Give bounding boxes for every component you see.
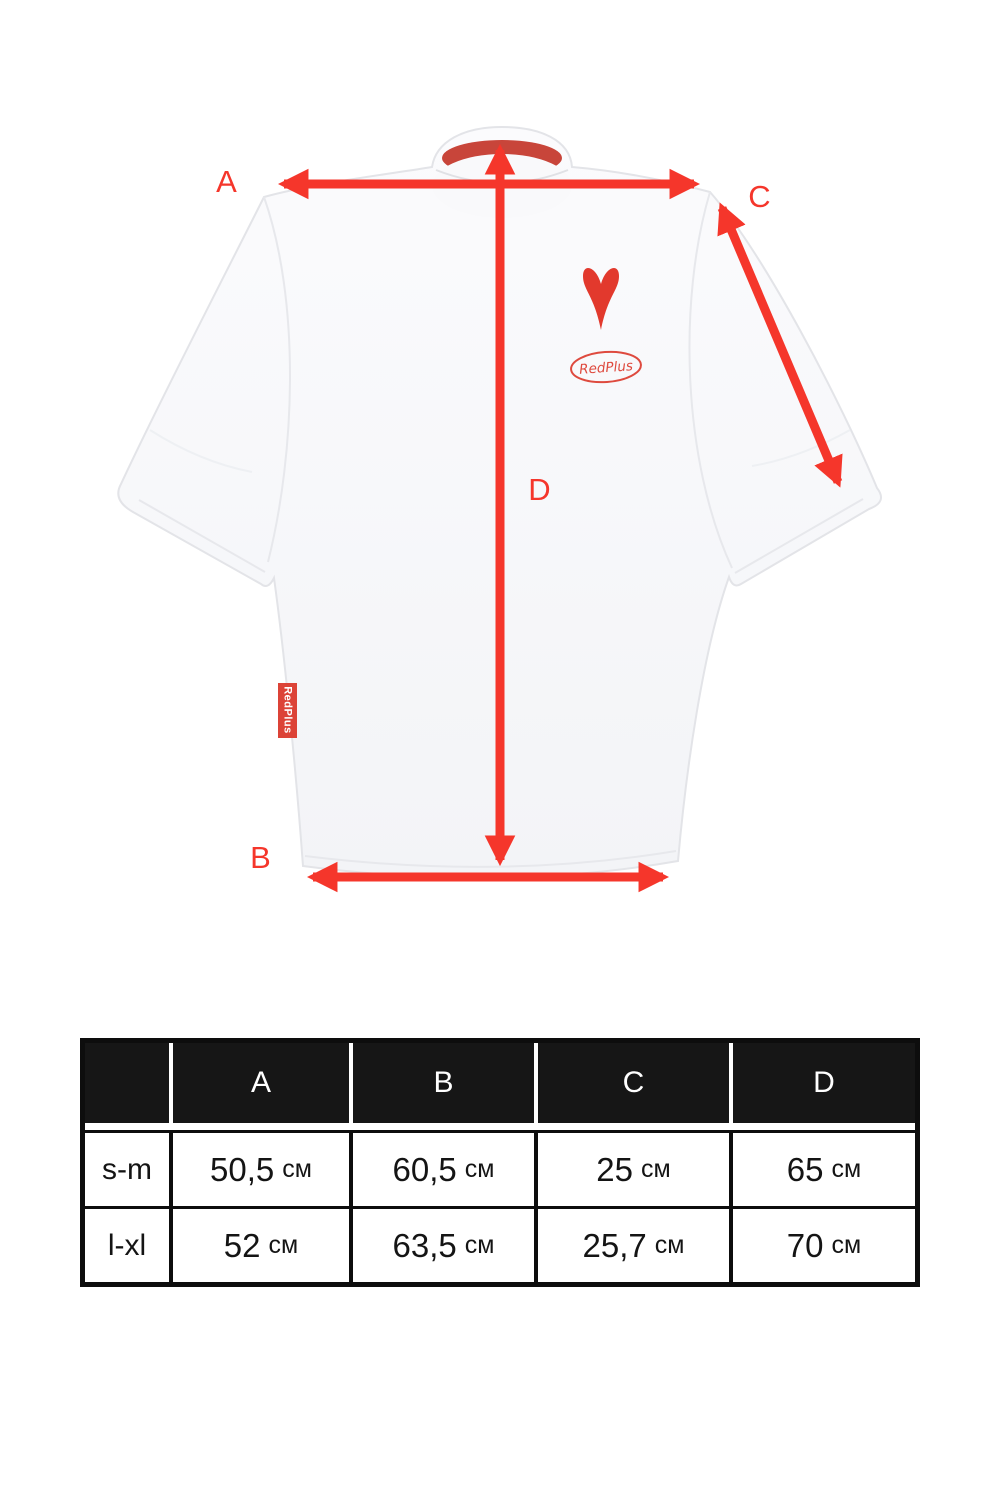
size-value: 52 — [223, 1226, 261, 1264]
size-row-label-sm: s-m — [85, 1133, 169, 1206]
size-cell — [173, 1209, 349, 1282]
size-table-corner-cell — [85, 1043, 169, 1123]
size-unit: см — [464, 1155, 495, 1183]
measure-label-d: D — [528, 472, 552, 507]
measure-label-b: B — [250, 840, 272, 875]
size-table-header-d: D — [733, 1043, 915, 1123]
size-value: 63,5 — [392, 1226, 457, 1264]
size-table-header-a: A — [173, 1043, 349, 1123]
size-unit: см — [282, 1155, 312, 1183]
size-unit: см — [654, 1231, 685, 1259]
side-tag — [278, 683, 297, 738]
size-table-header-b: B — [353, 1043, 534, 1123]
size-value: 50,5 — [210, 1150, 275, 1188]
chest-logo-text: RedPlus — [578, 358, 634, 378]
size-value: 60,5 — [392, 1150, 457, 1188]
measure-label-a: A — [216, 164, 238, 199]
size-unit: см — [641, 1155, 671, 1183]
size-cell — [538, 1209, 729, 1282]
size-cell — [173, 1133, 349, 1206]
size-table-header-c: C — [538, 1043, 729, 1123]
size-value: 25 — [596, 1150, 634, 1188]
measure-label-c: C — [748, 179, 772, 214]
size-cell — [733, 1133, 915, 1206]
size-cell — [353, 1133, 534, 1206]
size-row-label-lxl: l-xl — [85, 1209, 169, 1282]
size-unit: см — [464, 1231, 495, 1259]
size-value: 65 — [786, 1150, 824, 1188]
size-table — [80, 1038, 920, 1287]
size-unit: см — [268, 1231, 299, 1259]
size-cell — [353, 1209, 534, 1282]
side-tag-text: RedPlus — [281, 686, 294, 734]
size-cell — [733, 1209, 915, 1282]
size-value: 70 — [786, 1226, 824, 1264]
size-unit: см — [831, 1155, 862, 1183]
size-value: 25,7 — [582, 1226, 647, 1264]
size-cell — [538, 1133, 729, 1206]
size-unit: см — [831, 1231, 862, 1259]
